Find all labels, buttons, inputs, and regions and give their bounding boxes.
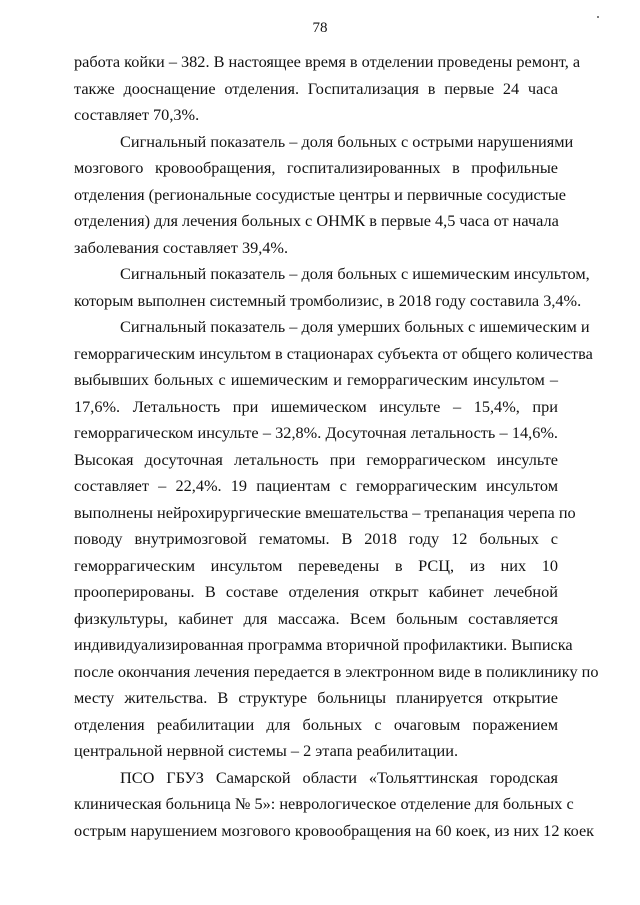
text-line: геморрагическим инсультом переведены в РСЦ, из них 10	[74, 555, 558, 575]
text-line: отделения (региональные сосудистые центры и первичные сосудистые	[74, 184, 566, 204]
text-line: заболевания составляет 39,4%.	[74, 237, 289, 257]
paragraph	[74, 765, 595, 845]
paragraph	[74, 314, 599, 765]
text-line: месту жительства. В структуре больницы планируется открытие	[74, 688, 558, 707]
text-line: клиническая больница № 5»: неврологическое отделение для больных с	[74, 794, 574, 813]
text-line: Высокая досуточная летальность при геморрагическом инсульте	[74, 449, 558, 469]
text-line: Сигнальный показатель – доля больных с ишемическим инсультом,	[120, 264, 590, 283]
text-line: прооперированы. В составе отделения открыт кабинет лечебной	[74, 582, 558, 601]
text-line: также доoснащение отделения. Госпитализация в первые 24 часа	[74, 78, 558, 98]
text-line: выполнены нейрохирургические вмешательства – трепанация черепа по	[74, 502, 576, 522]
text-line: работа койки – 382. В настоящее время в отделении проведены ремонт, а	[74, 52, 581, 71]
text-line: мозгового кровообращения, госпитализированных в профильные	[74, 158, 558, 177]
text-line: геморрагическим инсультом в стационарах субъекта от общего количества	[74, 343, 593, 363]
text-line: отделения реабилитации для больных с очаговым поражением	[74, 714, 558, 734]
text-line: острым нарушением мозгового кровообращения на 60 коек, из них 12 коек	[74, 820, 595, 840]
text-line: поводу внутримозговой гематомы. В 2018 году 12 больных с	[74, 529, 558, 548]
text-line: ПСО ГБУЗ Самарской области «Тольяттинская городская	[120, 767, 558, 787]
paragraph	[74, 49, 581, 129]
text-line: Сигнальный показатель – доля умерших больных с ишемическим и	[120, 317, 590, 336]
text-line: индивидуализированная программа вторичной профилактики. Выписка	[74, 635, 573, 654]
text-line: составляет 70,3%.	[74, 105, 200, 124]
text-line: геморрагическом инсульте – 32,8%. Досуточная летальность – 14,6%.	[74, 423, 558, 442]
paragraph	[74, 261, 590, 314]
paragraph	[74, 129, 574, 262]
text-line: составляет – 22,4%. 19 пациентам с геморрагическим инсультом	[74, 476, 558, 495]
text-line: 17,6%. Летальность при ишемическом инсульте – 15,4%, при	[74, 396, 558, 416]
text-line: центральной нервной системы – 2 этапа реабилитации.	[74, 741, 459, 760]
document-body	[74, 49, 599, 844]
scan-artifact-dot	[597, 16, 599, 18]
text-line: физкультуры, кабинет для массажа. Всем больным составляется	[74, 608, 558, 628]
text-line: которым выполнен системный тромболизис, в 2018 году составила 3,4%.	[74, 290, 582, 310]
text-line: выбывших больных с ишемическим и геморрагическим инсультом –	[74, 370, 558, 389]
text-line: после окончания лечения передается в электронном виде в поликлинику по	[74, 661, 599, 681]
text-line: Сигнальный показатель – доля больных с острыми нарушениями	[120, 131, 574, 151]
page-number: 78	[312, 20, 328, 36]
text-line: отделения) для лечения больных с ОНМК в первые 4,5 часа от начала	[74, 211, 559, 230]
